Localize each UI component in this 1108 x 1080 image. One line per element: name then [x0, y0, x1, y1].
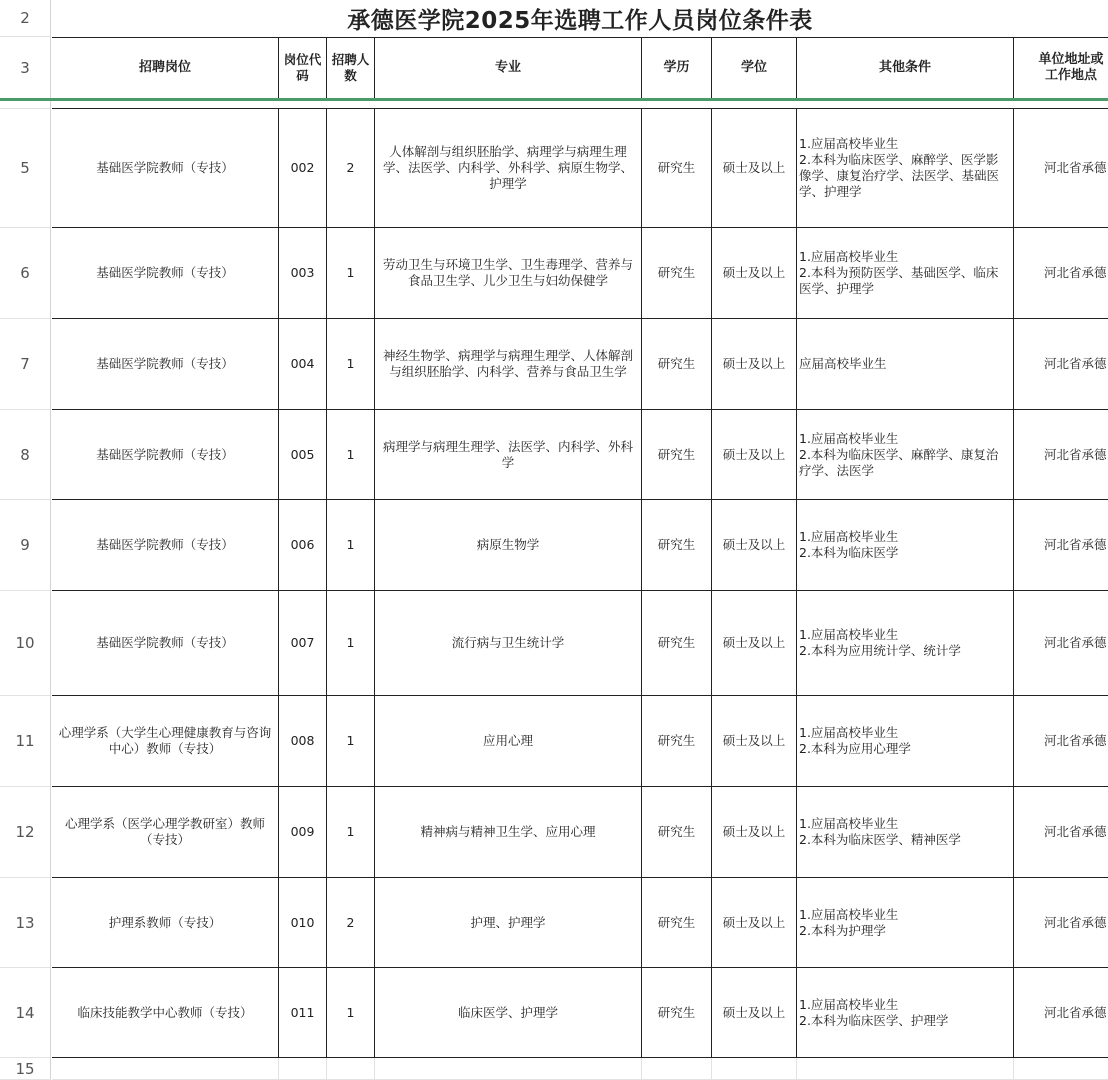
- header-other-conditions[interactable]: 其他条件: [797, 37, 1014, 99]
- row-header-12[interactable]: 12: [0, 787, 51, 878]
- empty-cell[interactable]: [712, 1058, 797, 1080]
- empty-cell[interactable]: [375, 1058, 642, 1080]
- position-cell[interactable]: 基础医学院教师（专技）: [52, 500, 279, 591]
- degree-cell[interactable]: 硕士及以上: [712, 787, 797, 878]
- other-conditions-cell[interactable]: 1.应届高校毕业生 2.本科为临床医学、麻醉学、医学影像学、康复治疗学、法医学、基础医学、护理学: [797, 109, 1014, 228]
- count-cell[interactable]: 1: [327, 591, 375, 696]
- empty-cell[interactable]: [279, 1058, 327, 1080]
- position-cell[interactable]: 基础医学院教师（专技）: [52, 591, 279, 696]
- code-cell[interactable]: 008: [279, 696, 327, 787]
- row-header-hidden: [0, 101, 51, 109]
- header-location[interactable]: 单位地址或工作地点: [1014, 37, 1108, 99]
- other-conditions-cell[interactable]: 1.应届高校毕业生 2.本科为护理学: [797, 878, 1014, 968]
- empty-cell[interactable]: [797, 1058, 1014, 1080]
- count-cell[interactable]: 1: [327, 968, 375, 1058]
- education-cell[interactable]: 研究生: [642, 696, 712, 787]
- location-cell[interactable]: 河北省承德: [1014, 109, 1108, 228]
- row-header-8[interactable]: 8: [0, 410, 51, 500]
- degree-cell[interactable]: 硕士及以上: [712, 228, 797, 319]
- position-cell[interactable]: 基础医学院教师（专技）: [52, 410, 279, 500]
- education-cell[interactable]: 研究生: [642, 319, 712, 410]
- other-conditions-cell[interactable]: 应届高校毕业生: [797, 319, 1014, 410]
- sheet-title[interactable]: 承德医学院2025年选聘工作人员岗位条件表: [52, 0, 1108, 38]
- location-cell[interactable]: 河北省承德: [1014, 591, 1108, 696]
- location-cell[interactable]: 河北省承德: [1014, 410, 1108, 500]
- code-cell[interactable]: 002: [279, 109, 327, 228]
- other-conditions-cell[interactable]: 1.应届高校毕业生 2.本科为临床医学、护理学: [797, 968, 1014, 1058]
- education-cell[interactable]: 研究生: [642, 500, 712, 591]
- degree-cell[interactable]: 硕士及以上: [712, 696, 797, 787]
- other-conditions-cell[interactable]: 1.应届高校毕业生 2.本科为应用心理学: [797, 696, 1014, 787]
- empty-cell[interactable]: [52, 1058, 279, 1080]
- other-conditions-cell[interactable]: 1.应届高校毕业生 2.本科为预防医学、基础医学、临床医学、护理学: [797, 228, 1014, 319]
- degree-cell[interactable]: 硕士及以上: [712, 319, 797, 410]
- count-cell[interactable]: 1: [327, 696, 375, 787]
- major-cell[interactable]: 精神病与精神卫生学、应用心理: [375, 787, 642, 878]
- education-cell[interactable]: 研究生: [642, 228, 712, 319]
- degree-cell[interactable]: 硕士及以上: [712, 500, 797, 591]
- major-cell[interactable]: 应用心理: [375, 696, 642, 787]
- row-header-9[interactable]: 9: [0, 500, 51, 591]
- major-cell[interactable]: 劳动卫生与环境卫生学、卫生毒理学、营养与食品卫生学、儿少卫生与妇幼保健学: [375, 228, 642, 319]
- empty-cell[interactable]: [1014, 1058, 1108, 1080]
- empty-cell[interactable]: [327, 1058, 375, 1080]
- header-education[interactable]: 学历: [642, 37, 712, 99]
- code-cell[interactable]: 009: [279, 787, 327, 878]
- degree-cell[interactable]: 硕士及以上: [712, 410, 797, 500]
- header-code[interactable]: 岗位代码: [279, 37, 327, 99]
- count-cell[interactable]: 1: [327, 787, 375, 878]
- code-cell[interactable]: 004: [279, 319, 327, 410]
- row-header-13[interactable]: 13: [0, 878, 51, 968]
- other-conditions-cell[interactable]: 1.应届高校毕业生 2.本科为临床医学、精神医学: [797, 787, 1014, 878]
- degree-cell[interactable]: 硕士及以上: [712, 878, 797, 968]
- location-cell[interactable]: 河北省承德: [1014, 500, 1108, 591]
- header-count[interactable]: 招聘人数: [327, 37, 375, 99]
- position-cell[interactable]: 临床技能教学中心教师（专技）: [52, 968, 279, 1058]
- row-header-14[interactable]: 14: [0, 968, 51, 1058]
- position-cell[interactable]: 基础医学院教师（专技）: [52, 109, 279, 228]
- row-header-7[interactable]: 7: [0, 319, 51, 410]
- code-cell[interactable]: 005: [279, 410, 327, 500]
- location-cell[interactable]: 河北省承德: [1014, 787, 1108, 878]
- row-header-5[interactable]: 5: [0, 109, 51, 228]
- degree-cell[interactable]: 硕士及以上: [712, 109, 797, 228]
- position-cell[interactable]: 基础医学院教师（专技）: [52, 228, 279, 319]
- empty-cell[interactable]: [642, 1058, 712, 1080]
- other-conditions-cell[interactable]: 1.应届高校毕业生 2.本科为应用统计学、统计学: [797, 591, 1014, 696]
- education-cell[interactable]: 研究生: [642, 410, 712, 500]
- row-header-15[interactable]: 15: [0, 1058, 51, 1080]
- count-cell[interactable]: 1: [327, 319, 375, 410]
- position-cell[interactable]: 基础医学院教师（专技）: [52, 319, 279, 410]
- count-cell[interactable]: 1: [327, 410, 375, 500]
- other-conditions-cell[interactable]: 1.应届高校毕业生 2.本科为临床医学: [797, 500, 1014, 591]
- header-degree[interactable]: 学位: [712, 37, 797, 99]
- row-header-2[interactable]: 2: [0, 0, 51, 37]
- major-cell[interactable]: 病原生物学: [375, 500, 642, 591]
- major-cell[interactable]: 临床医学、护理学: [375, 968, 642, 1058]
- row-header-10[interactable]: 10: [0, 591, 51, 696]
- header-major[interactable]: 专业: [375, 37, 642, 99]
- code-cell[interactable]: 003: [279, 228, 327, 319]
- major-cell[interactable]: 人体解剖与组织胚胎学、病理学与病理生理学、法医学、内科学、外科学、病原生物学、护理学: [375, 109, 642, 228]
- hidden-row-gap: [52, 101, 1108, 109]
- major-cell[interactable]: 流行病与卫生统计学: [375, 591, 642, 696]
- education-cell[interactable]: 研究生: [642, 787, 712, 878]
- count-cell[interactable]: 1: [327, 228, 375, 319]
- header-position[interactable]: 招聘岗位: [52, 37, 279, 99]
- position-cell[interactable]: 心理学系（大学生心理健康教育与咨询中心）教师（专技）: [52, 696, 279, 787]
- location-cell[interactable]: 河北省承德: [1014, 696, 1108, 787]
- code-cell[interactable]: 011: [279, 968, 327, 1058]
- row-header-3[interactable]: 3: [0, 37, 51, 99]
- other-conditions-cell[interactable]: 1.应届高校毕业生 2.本科为临床医学、麻醉学、康复治疗学、法医学: [797, 410, 1014, 500]
- code-cell[interactable]: 010: [279, 878, 327, 968]
- row-header-11[interactable]: 11: [0, 696, 51, 787]
- location-cell[interactable]: 河北省承德: [1014, 228, 1108, 319]
- major-cell[interactable]: 护理、护理学: [375, 878, 642, 968]
- position-cell[interactable]: 心理学系（医学心理学教研室）教师（专技）: [52, 787, 279, 878]
- row-header-6[interactable]: 6: [0, 228, 51, 319]
- count-cell[interactable]: 2: [327, 109, 375, 228]
- education-cell[interactable]: 研究生: [642, 968, 712, 1058]
- education-cell[interactable]: 研究生: [642, 591, 712, 696]
- position-cell[interactable]: 护理系教师（专技）: [52, 878, 279, 968]
- education-cell[interactable]: 研究生: [642, 109, 712, 228]
- degree-cell[interactable]: 硕士及以上: [712, 591, 797, 696]
- count-cell[interactable]: 2: [327, 878, 375, 968]
- code-cell[interactable]: 006: [279, 500, 327, 591]
- major-cell[interactable]: 神经生物学、病理学与病理生理学、人体解剖与组织胚胎学、内科学、营养与食品卫生学: [375, 319, 642, 410]
- count-cell[interactable]: 1: [327, 500, 375, 591]
- major-cell[interactable]: 病理学与病理生理学、法医学、内科学、外科学: [375, 410, 642, 500]
- location-cell[interactable]: 河北省承德: [1014, 968, 1108, 1058]
- location-cell[interactable]: 河北省承德: [1014, 319, 1108, 410]
- location-cell[interactable]: 河北省承德: [1014, 878, 1108, 968]
- code-cell[interactable]: 007: [279, 591, 327, 696]
- education-cell[interactable]: 研究生: [642, 878, 712, 968]
- degree-cell[interactable]: 硕士及以上: [712, 968, 797, 1058]
